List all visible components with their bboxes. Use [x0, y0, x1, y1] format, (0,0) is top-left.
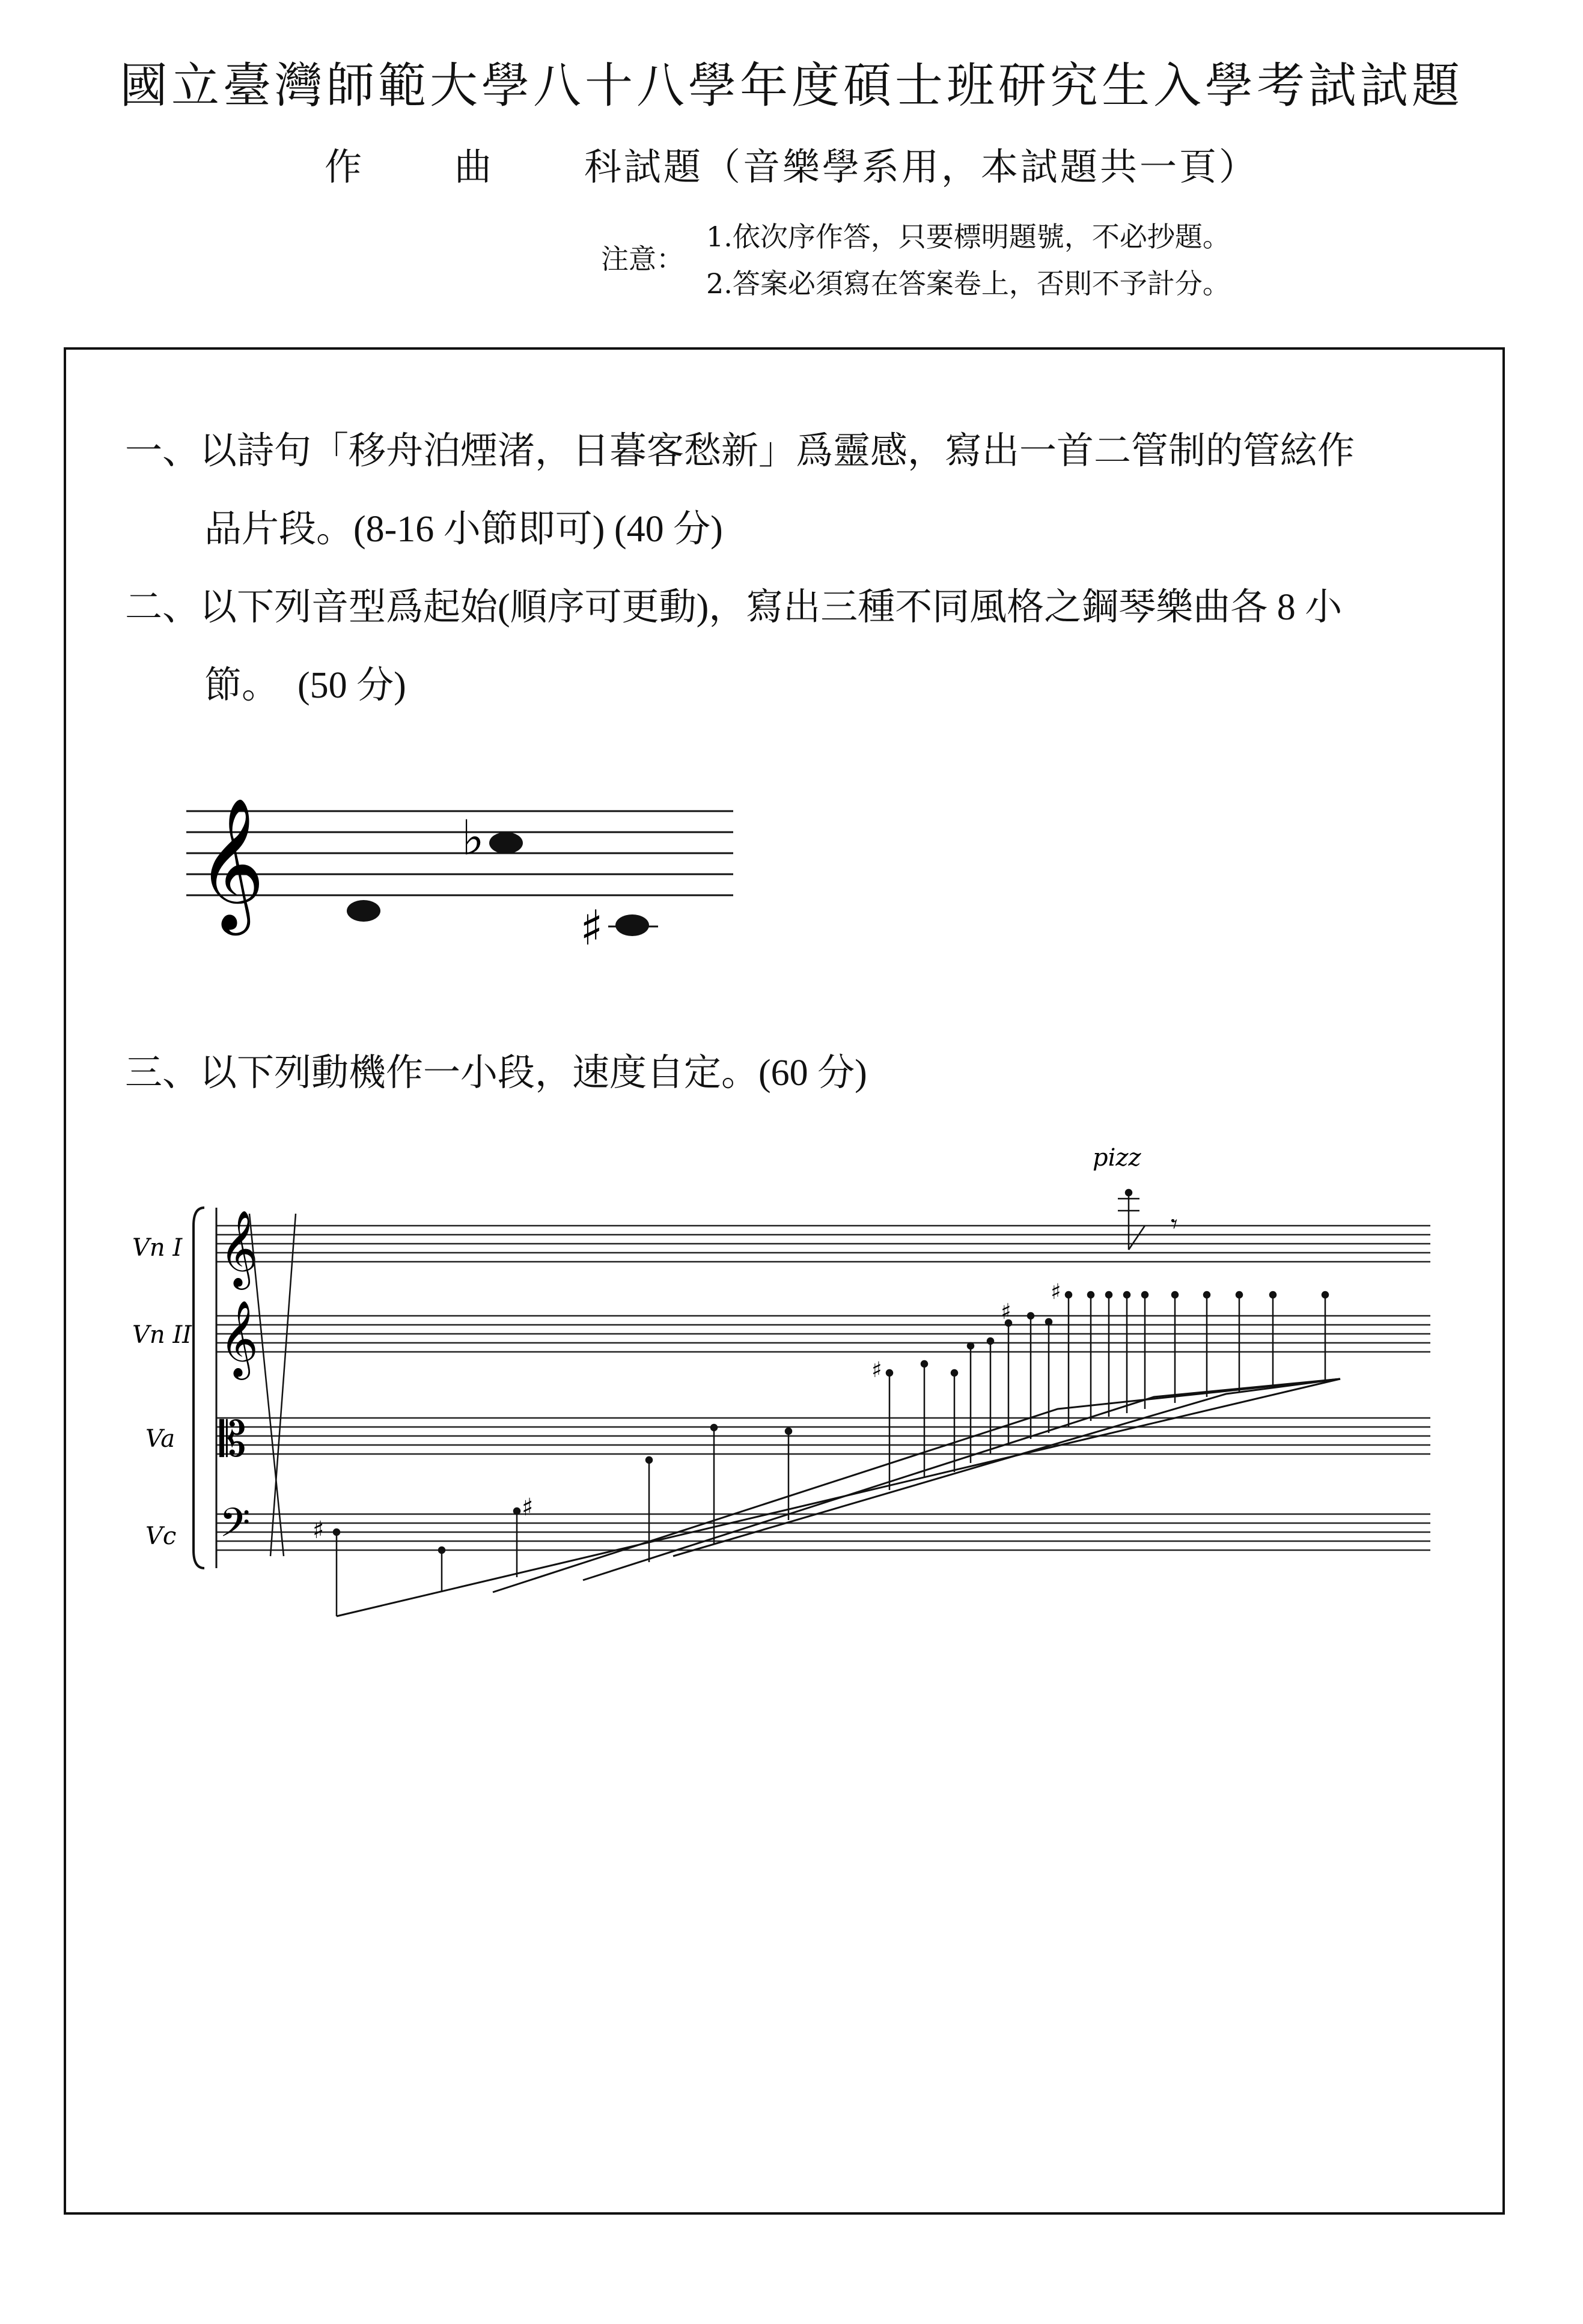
notice-label: 注意： [601, 243, 684, 275]
note-head [711, 1425, 717, 1431]
note-head [1124, 1292, 1130, 1298]
treble-clef-icon: 𝄞 [219, 1209, 259, 1286]
piano-motif-staff [180, 775, 751, 991]
note-head [1066, 1292, 1072, 1298]
string-quartet-score [132, 1136, 1478, 1646]
notice-item: 2.答案必須寫在答案卷上，否則不予計分。 [706, 267, 1230, 300]
exam-subtitle [0, 137, 1583, 190]
note-head [886, 1370, 892, 1376]
note-head [785, 1428, 792, 1434]
note-head [489, 832, 523, 854]
instrument-label: Vc [145, 1522, 177, 1550]
question-2-line-2: 節。 (50 分) [204, 665, 406, 706]
note-head [514, 1508, 520, 1514]
system-bracket [194, 1208, 204, 1568]
instrument-label: Vn I [132, 1234, 183, 1262]
note-head [439, 1547, 445, 1553]
question-1-line-1: 一、以詩句「移舟泊煙渚，日暮客愁新」爲靈感，寫出一首二管制的管絃作 [125, 431, 1355, 472]
alto-clef-icon: 𝄡 [219, 1411, 246, 1467]
sharp-sign: ♯ [313, 1516, 325, 1544]
sharp-sign: ♯ [522, 1494, 534, 1521]
subject-char-2: 曲 [454, 145, 494, 189]
pizz-marking: pizz [1093, 1144, 1141, 1172]
beam-line [673, 1379, 1340, 1556]
instrument-label: Vn II [132, 1321, 192, 1349]
note-head [1172, 1292, 1178, 1298]
note-flag [1129, 1226, 1145, 1250]
question-3-line-1: 三、以下列動機作一小段，速度自定。(60 分) [125, 1053, 867, 1094]
treble-clef-icon: 𝄞 [219, 1300, 259, 1376]
note-head [1270, 1292, 1276, 1298]
notice-items [706, 213, 1230, 307]
subject-char-1: 作 [324, 145, 364, 189]
question-2-line-1: 二、以下列音型爲起始(順序可更動)，寫出三種不同風格之鋼琴樂曲各 8 小 [125, 587, 1343, 628]
note-head [951, 1370, 957, 1376]
sharp-sign: ♯ [580, 900, 603, 956]
note-head [347, 900, 380, 922]
note-head [1236, 1292, 1242, 1298]
rest-cross-line [249, 1214, 284, 1556]
rest-cross-line [270, 1214, 296, 1556]
note-head [1106, 1292, 1112, 1298]
note-head [987, 1338, 993, 1344]
treble-clef-icon: 𝄞 [197, 797, 265, 929]
eighth-rest-icon: 𝄾 [1171, 1209, 1178, 1240]
sharp-sign: ♯ [1001, 1300, 1011, 1324]
bass-clef-icon: 𝄢 [219, 1500, 251, 1556]
question-1-line-2: 品片段。(8-16 小節即可) (40 分) [204, 509, 723, 550]
subject-description: 科試題（音樂學系用，本試題共一頁） [584, 145, 1259, 189]
note-head [615, 914, 649, 936]
note-head [1046, 1319, 1052, 1325]
sharp-sign: ♯ [871, 1358, 882, 1383]
note-head [921, 1361, 927, 1367]
note-head [1126, 1190, 1132, 1196]
note-head [1088, 1292, 1094, 1298]
note-head [1142, 1292, 1148, 1298]
note-head [1322, 1292, 1328, 1298]
note-head [1204, 1292, 1210, 1298]
notice-item: 1.依次序作答，只要標明題號，不必抄題。 [706, 221, 1230, 253]
note-head [646, 1457, 652, 1463]
note-head [968, 1343, 974, 1349]
note-head [334, 1529, 340, 1535]
instrument-label: Va [145, 1425, 175, 1453]
note-head [1028, 1313, 1034, 1319]
exam-title: 國立臺灣師範大學八十八學年度碩士班研究生入學考試試題 [120, 58, 1463, 114]
flat-sign: ♭ [462, 810, 484, 866]
sharp-sign: ♯ [1051, 1280, 1061, 1304]
